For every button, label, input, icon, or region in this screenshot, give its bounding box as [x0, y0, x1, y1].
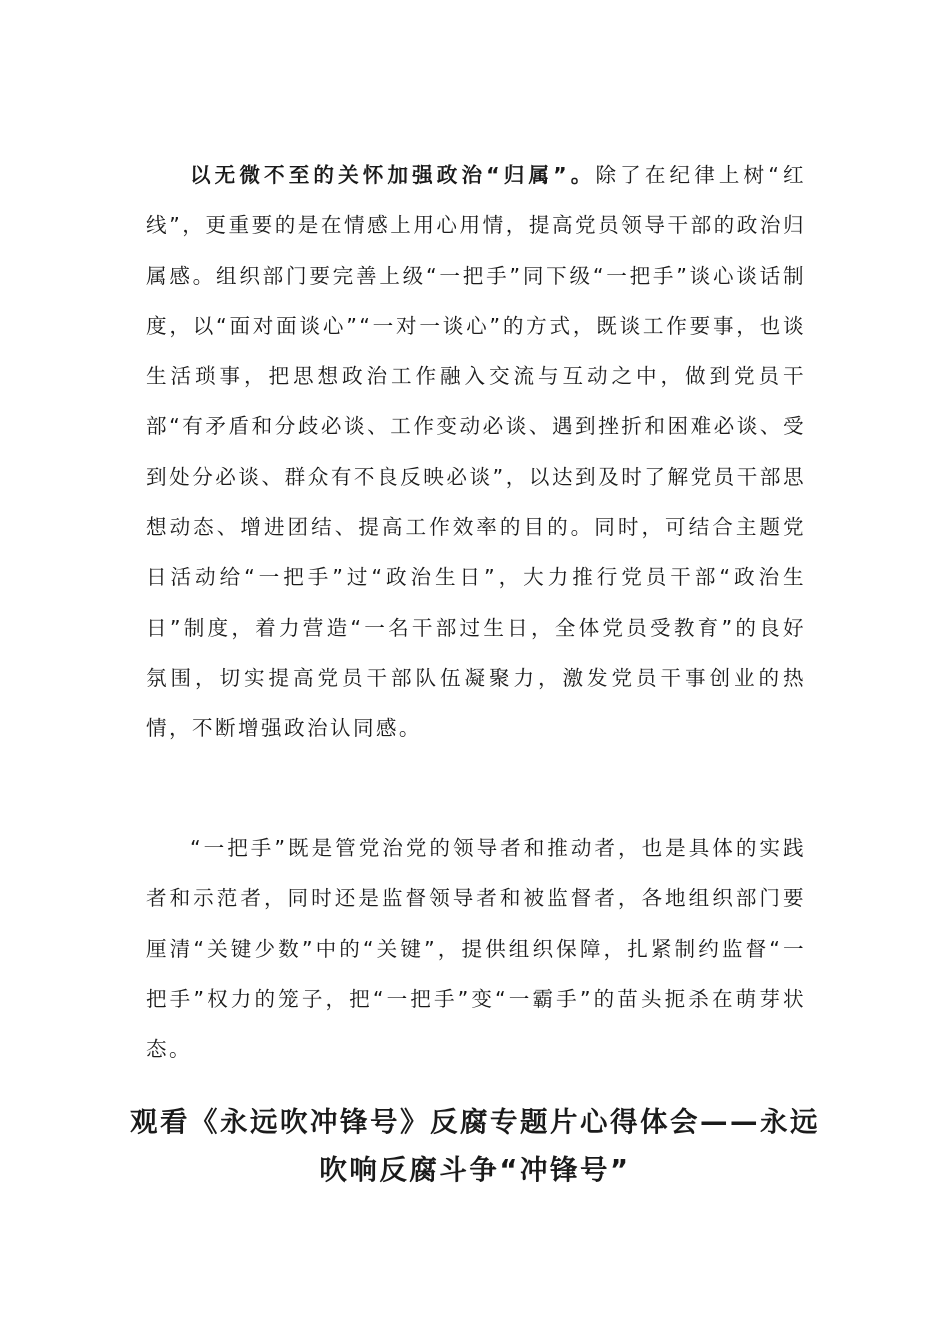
heading-line: 观看《永远吹冲锋号》反腐专题片心得体会——永远 — [130, 1106, 820, 1138]
section-heading — [120, 1098, 830, 1194]
body-paragraph: “一把手”既是管党治党的领导者和推动者，也是具体的实践者和示范者，同时还是监督领导者和被监督者，各地组织部门要厘清“关键少数”中的“关键”，提供组织保障，扎紧制约监督“一把手”权力的笼子，把“一把手”变“一霸手”的苗头扼杀在萌芽状态。 — [146, 836, 806, 1062]
paragraph-body: 除了在纪律上树“红线”，更重要的是在情感上用心用情，提高党员领导干部的政治归属感。组织部门要完善上级“一把手”同下级“一把手”谈心谈话制度，以“面对面谈心”“一对一谈心”的方式，既谈工作要事，也谈生活琐事，把思想政治工作融入交流与互动之中，做到党员干部“有矛盾和分歧必谈、工作变动必谈、遇到挫折和困难必谈、受到处分必谈、群众有不良反映必谈”，以达到及时了解党员干部思想动态、增进团结、提高工作效率的目的。同时，可结合主题党日活动给“一把手”过“政治生日”，大力推行党员干部“政治生日”制度，着力营造“一名干部过生日，全体党员受教育”的良好氛围，切实提高党员干部队伍凝聚力，激发党员干事创业的热情，不断增强政治认同感。 — [146, 163, 806, 741]
heading-line: 吹响反腐斗争“冲锋号” — [319, 1154, 631, 1186]
body-paragraph — [146, 150, 806, 754]
paragraph-lead: 以无微不至的关怀加强政治“归属”。 — [190, 163, 596, 187]
